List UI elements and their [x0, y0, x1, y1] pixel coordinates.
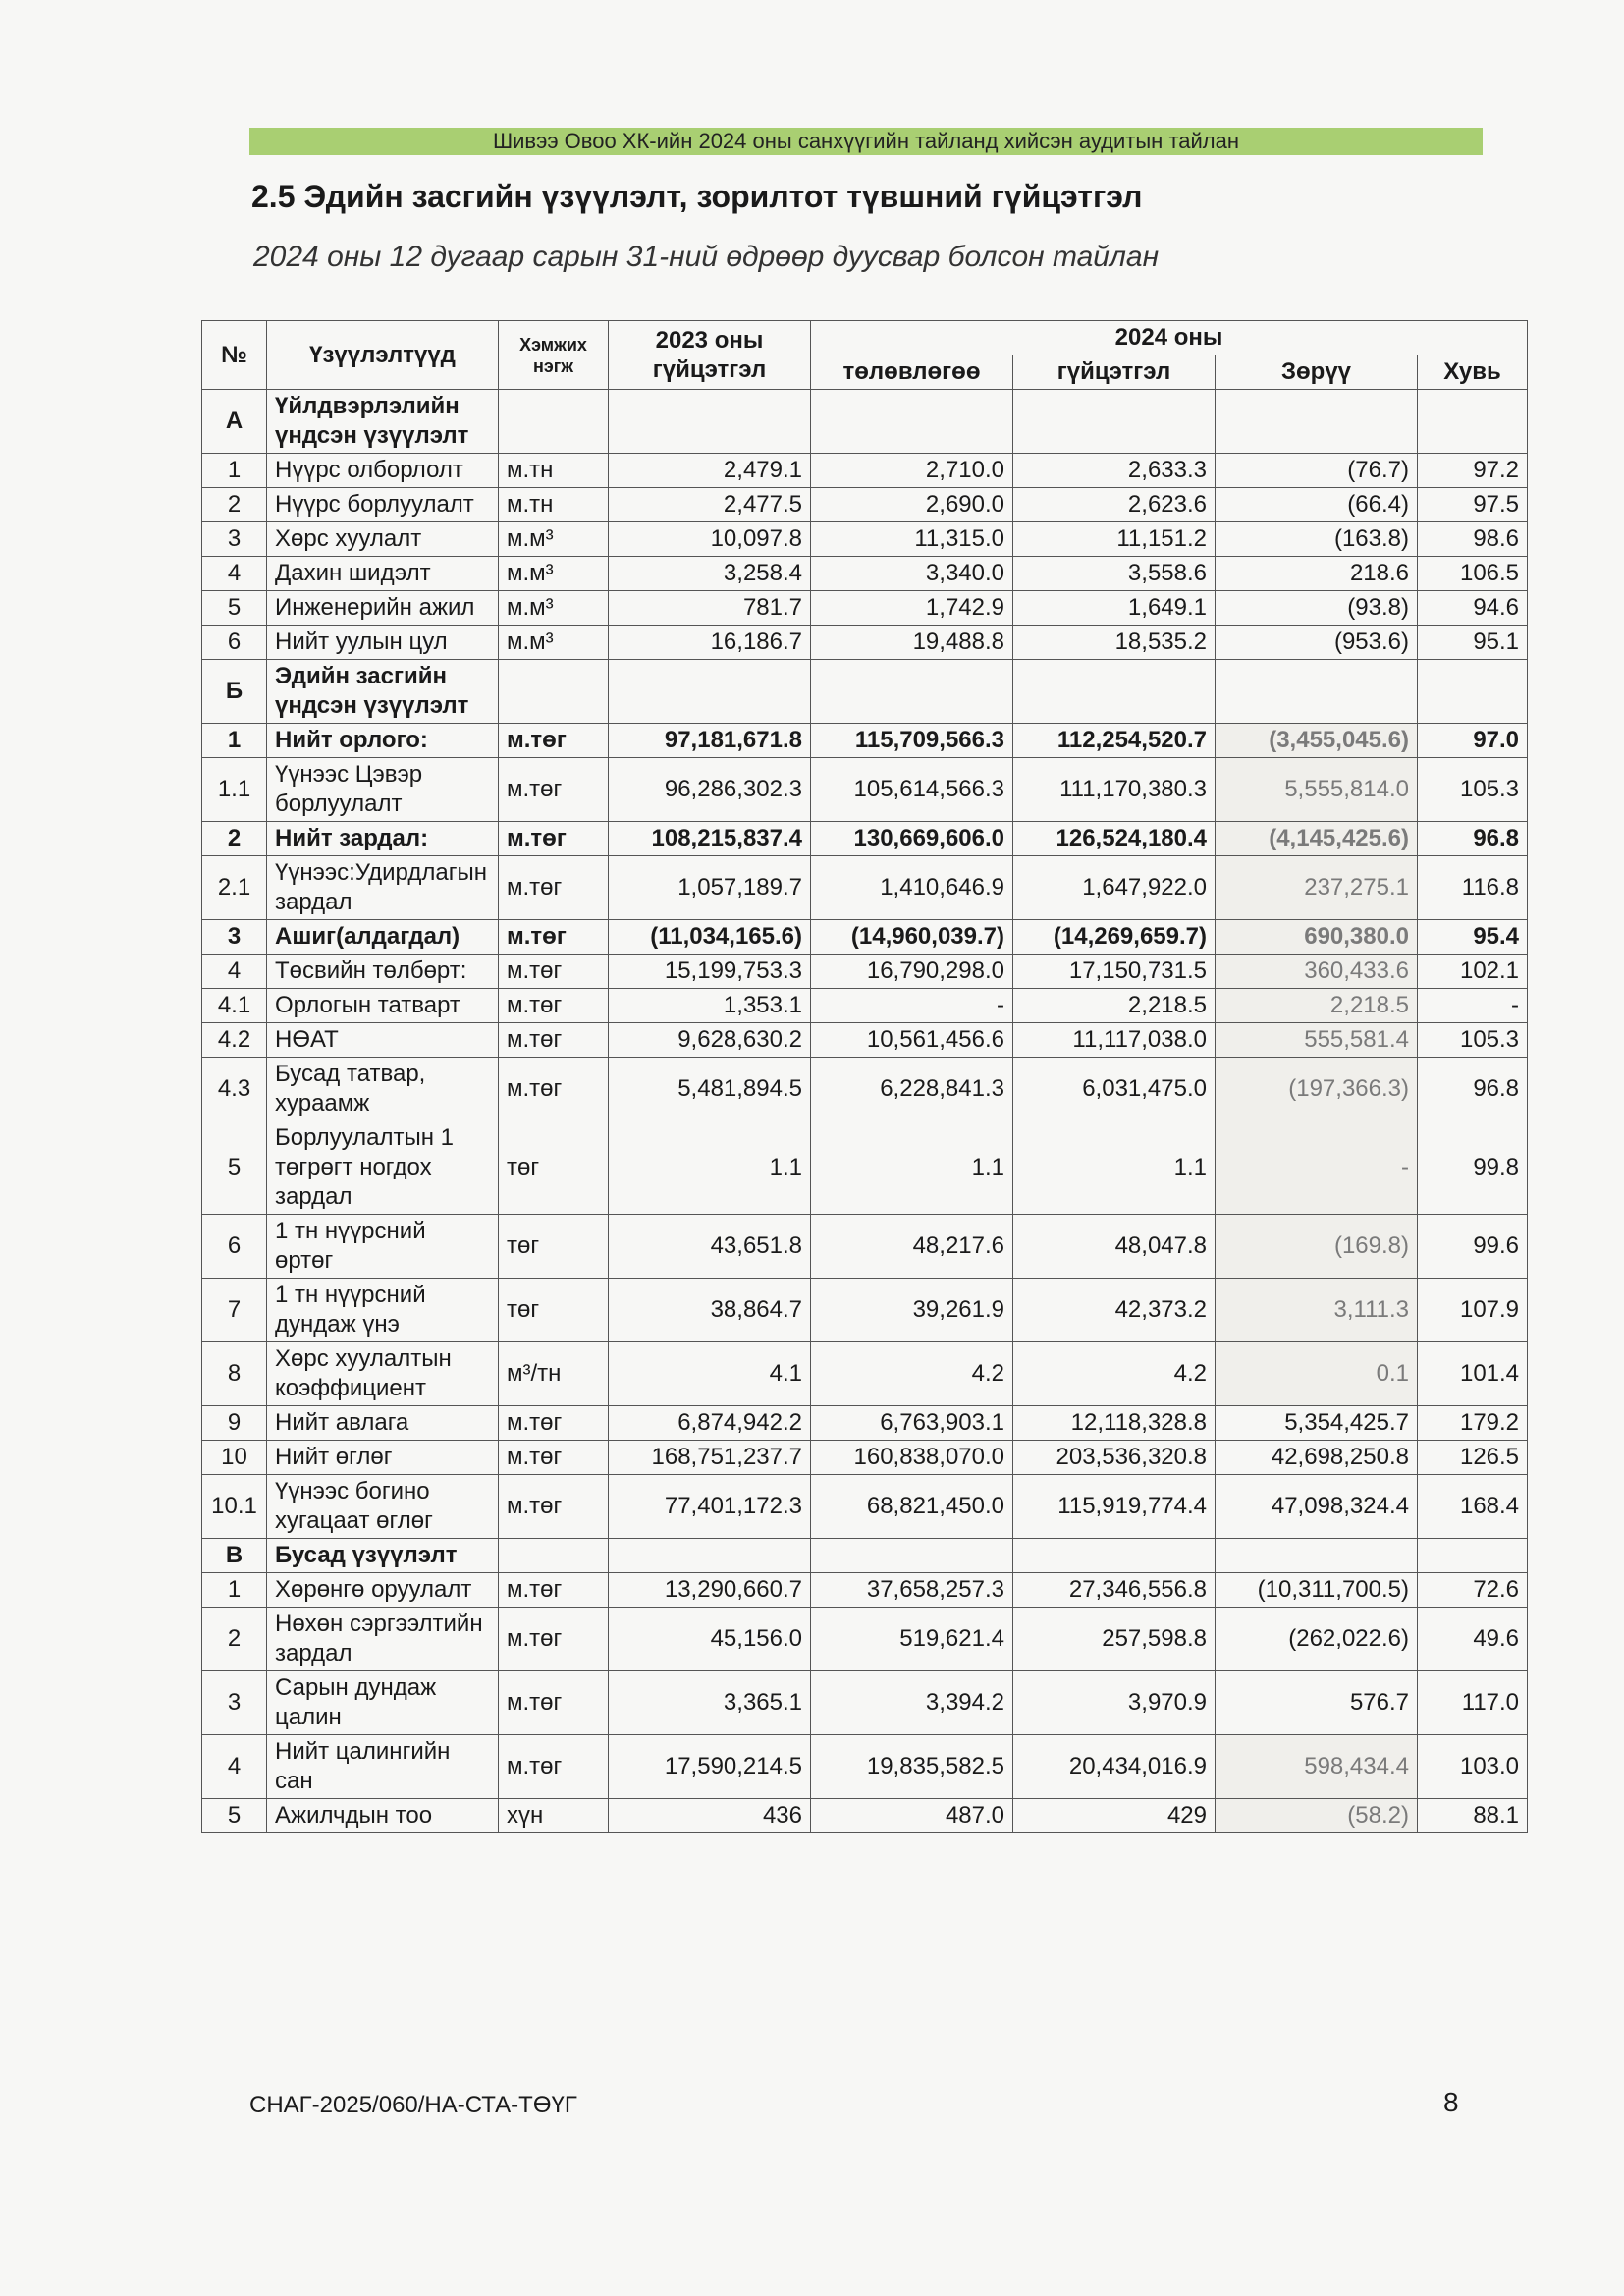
- row-name: Нүүрс борлуулалт: [267, 488, 499, 522]
- row-plan: 19,835,582.5: [811, 1735, 1013, 1799]
- row-pct: 107.9: [1418, 1279, 1528, 1342]
- row-name: Нүүрс олборлолт: [267, 454, 499, 488]
- row-plan: 4.2: [811, 1342, 1013, 1406]
- row-actual: 4.2: [1013, 1342, 1216, 1406]
- row-plan: 3,340.0: [811, 557, 1013, 591]
- row-unit: м.төг: [499, 1671, 609, 1735]
- header-plan: төлөвлөгөө: [811, 355, 1013, 390]
- row-plan: 48,217.6: [811, 1215, 1013, 1279]
- row-pct: 88.1: [1418, 1799, 1528, 1833]
- row-diff: (10,311,700.5): [1216, 1573, 1418, 1608]
- row-pct: 103.0: [1418, 1735, 1528, 1799]
- row-pct: 94.6: [1418, 591, 1528, 626]
- row-name: Хөрс хуулалтын коэффициент: [267, 1342, 499, 1406]
- section-name: Бусад үзүүлэлт: [267, 1539, 499, 1573]
- row-no: 2.1: [202, 856, 267, 920]
- row-no: 3: [202, 1671, 267, 1735]
- row-plan: (14,960,039.7): [811, 920, 1013, 955]
- row-actual: 429: [1013, 1799, 1216, 1833]
- row-name: Хөрөнгө оруулалт: [267, 1573, 499, 1608]
- row-no: 5: [202, 1799, 267, 1833]
- row-actual: 11,117,038.0: [1013, 1023, 1216, 1058]
- table-row: [202, 1441, 1528, 1475]
- row-diff: (197,366.3): [1216, 1058, 1418, 1121]
- section-title: 2.5 Эдийн засгийн үзүүлэлт, зорилтот түвшний гүйцэтгэл: [251, 179, 1143, 214]
- row-no: 7: [202, 1279, 267, 1342]
- row-no: 3: [202, 920, 267, 955]
- row-name: Нийт авлага: [267, 1406, 499, 1441]
- row-unit: м.төг: [499, 1058, 609, 1121]
- row-unit: м.тн: [499, 488, 609, 522]
- row-pct: 97.2: [1418, 454, 1528, 488]
- table-row: [202, 626, 1528, 660]
- row-actual: 2,218.5: [1013, 989, 1216, 1023]
- table-row: [202, 1406, 1528, 1441]
- row-pct: 168.4: [1418, 1475, 1528, 1539]
- row-pct: 116.8: [1418, 856, 1528, 920]
- empty-cell: [811, 660, 1013, 724]
- row-2023: 436: [609, 1799, 811, 1833]
- row-2023: 1.1: [609, 1121, 811, 1215]
- row-2023: 3,258.4: [609, 557, 811, 591]
- row-actual: 112,254,520.7: [1013, 724, 1216, 758]
- row-name: Сарын дундаж цалин: [267, 1671, 499, 1735]
- row-name: Нийт орлого:: [267, 724, 499, 758]
- row-unit: м.төг: [499, 1441, 609, 1475]
- table-row: [202, 454, 1528, 488]
- row-name: Борлуулалтын 1 төгрөгт ногдох зардал: [267, 1121, 499, 1215]
- row-2023: 17,590,214.5: [609, 1735, 811, 1799]
- row-actual: (14,269,659.7): [1013, 920, 1216, 955]
- row-plan: 19,488.8: [811, 626, 1013, 660]
- row-actual: 12,118,328.8: [1013, 1406, 1216, 1441]
- row-unit: м.төг: [499, 758, 609, 822]
- row-no: 5: [202, 1121, 267, 1215]
- row-plan: 1,742.9: [811, 591, 1013, 626]
- row-name: Инженерийн ажил: [267, 591, 499, 626]
- row-name: Үүнээс:Удирдлагын зардал: [267, 856, 499, 920]
- row-plan: 519,621.4: [811, 1608, 1013, 1671]
- table-row: [202, 955, 1528, 989]
- row-2023: 43,651.8: [609, 1215, 811, 1279]
- empty-cell: [1418, 660, 1528, 724]
- row-name: Дахин шидэлт: [267, 557, 499, 591]
- section-subtitle: 2024 оны 12 дугаар сарын 31-ний өдрөөр дуусвар болсон тайлан: [253, 241, 1160, 273]
- row-pct: 95.1: [1418, 626, 1528, 660]
- row-unit: м.төг: [499, 1573, 609, 1608]
- row-name: Орлогын татварт: [267, 989, 499, 1023]
- indicators-table: [201, 320, 1528, 1833]
- row-pct: 96.8: [1418, 822, 1528, 856]
- row-diff: 690,380.0: [1216, 920, 1418, 955]
- empty-cell: [499, 1539, 609, 1573]
- row-diff: (4,145,425.6): [1216, 822, 1418, 856]
- section-letter: А: [202, 390, 267, 454]
- row-2023: 1,353.1: [609, 989, 811, 1023]
- row-plan: 6,228,841.3: [811, 1058, 1013, 1121]
- table-row: [202, 1671, 1528, 1735]
- row-2023: 108,215,837.4: [609, 822, 811, 856]
- row-diff: -: [1216, 1121, 1418, 1215]
- row-plan: 1,410,646.9: [811, 856, 1013, 920]
- row-2023: 168,751,237.7: [609, 1441, 811, 1475]
- table-row: [202, 724, 1528, 758]
- row-no: 4: [202, 557, 267, 591]
- row-plan: 1.1: [811, 1121, 1013, 1215]
- row-name: Бусад татвар, хураамж: [267, 1058, 499, 1121]
- row-diff: 2,218.5: [1216, 989, 1418, 1023]
- section-name: Үйлдвэрлэлийн үндсэн үзүүлэлт: [267, 390, 499, 454]
- row-pct: 179.2: [1418, 1406, 1528, 1441]
- row-unit: м.м³: [499, 591, 609, 626]
- row-pct: 99.8: [1418, 1121, 1528, 1215]
- empty-cell: [811, 1539, 1013, 1573]
- empty-cell: [811, 390, 1013, 454]
- row-name: 1 тн нүүрсний өртөг: [267, 1215, 499, 1279]
- row-no: 10.1: [202, 1475, 267, 1539]
- row-no: 5: [202, 591, 267, 626]
- row-actual: 3,558.6: [1013, 557, 1216, 591]
- row-plan: 16,790,298.0: [811, 955, 1013, 989]
- table-row: [202, 1799, 1528, 1833]
- table-section-row: [202, 390, 1528, 454]
- row-2023: 2,479.1: [609, 454, 811, 488]
- table-row: [202, 758, 1528, 822]
- row-2023: 15,199,753.3: [609, 955, 811, 989]
- row-diff: 360,433.6: [1216, 955, 1418, 989]
- row-diff: 598,434.4: [1216, 1735, 1418, 1799]
- table-row: [202, 1215, 1528, 1279]
- table-row: [202, 1121, 1528, 1215]
- row-diff: 0.1: [1216, 1342, 1418, 1406]
- row-2023: 2,477.5: [609, 488, 811, 522]
- row-no: 4.3: [202, 1058, 267, 1121]
- row-pct: 49.6: [1418, 1608, 1528, 1671]
- row-2023: 13,290,660.7: [609, 1573, 811, 1608]
- row-name: Нийт цалингийн сан: [267, 1735, 499, 1799]
- row-plan: 10,561,456.6: [811, 1023, 1013, 1058]
- row-actual: 2,633.3: [1013, 454, 1216, 488]
- row-actual: 2,623.6: [1013, 488, 1216, 522]
- table-section-row: [202, 1539, 1528, 1573]
- table-row: [202, 1279, 1528, 1342]
- row-actual: 42,373.2: [1013, 1279, 1216, 1342]
- row-name: Төсвийн төлбөрт:: [267, 955, 499, 989]
- row-plan: -: [811, 989, 1013, 1023]
- row-plan: 2,690.0: [811, 488, 1013, 522]
- table-row: [202, 920, 1528, 955]
- row-plan: 11,315.0: [811, 522, 1013, 557]
- row-2023: 45,156.0: [609, 1608, 811, 1671]
- row-2023: 6,874,942.2: [609, 1406, 811, 1441]
- row-diff: 42,698,250.8: [1216, 1441, 1418, 1475]
- row-name: Үүнээс Цэвэр борлуулалт: [267, 758, 499, 822]
- row-pct: 98.6: [1418, 522, 1528, 557]
- row-actual: 111,170,380.3: [1013, 758, 1216, 822]
- empty-cell: [1013, 660, 1216, 724]
- section-letter: Б: [202, 660, 267, 724]
- row-2023: 96,286,302.3: [609, 758, 811, 822]
- row-unit: м.төг: [499, 1475, 609, 1539]
- row-pct: 95.4: [1418, 920, 1528, 955]
- row-pct: 72.6: [1418, 1573, 1528, 1608]
- row-pct: -: [1418, 989, 1528, 1023]
- header-actual: гүйцэтгэл: [1013, 355, 1216, 390]
- row-no: 6: [202, 1215, 267, 1279]
- row-actual: 115,919,774.4: [1013, 1475, 1216, 1539]
- row-2023: 38,864.7: [609, 1279, 811, 1342]
- row-plan: 487.0: [811, 1799, 1013, 1833]
- row-no: 6: [202, 626, 267, 660]
- table-row: [202, 1573, 1528, 1608]
- empty-cell: [1216, 1539, 1418, 1573]
- row-2023: 4.1: [609, 1342, 811, 1406]
- row-name: НӨАТ: [267, 1023, 499, 1058]
- row-no: 2: [202, 822, 267, 856]
- row-name: Хөрс хуулалт: [267, 522, 499, 557]
- page-number: 8: [1443, 2087, 1459, 2117]
- row-name: Үүнээс богино хугацаат өглөг: [267, 1475, 499, 1539]
- row-unit: м³/тн: [499, 1342, 609, 1406]
- row-plan: 37,658,257.3: [811, 1573, 1013, 1608]
- table-body: [202, 390, 1528, 1833]
- row-pct: 101.4: [1418, 1342, 1528, 1406]
- row-no: 1: [202, 724, 267, 758]
- row-name: Нийт уулын цул: [267, 626, 499, 660]
- header-2024: 2024 оны: [811, 321, 1528, 355]
- row-unit: м.төг: [499, 989, 609, 1023]
- section-name: Эдийн засгийн үндсэн үзүүлэлт: [267, 660, 499, 724]
- row-no: 4: [202, 1735, 267, 1799]
- row-actual: 1,647,922.0: [1013, 856, 1216, 920]
- row-unit: м.төг: [499, 1023, 609, 1058]
- row-no: 8: [202, 1342, 267, 1406]
- row-2023: 5,481,894.5: [609, 1058, 811, 1121]
- row-2023: 16,186.7: [609, 626, 811, 660]
- row-2023: 781.7: [609, 591, 811, 626]
- row-diff: 237,275.1: [1216, 856, 1418, 920]
- row-no: 2: [202, 488, 267, 522]
- row-unit: төг: [499, 1121, 609, 1215]
- row-unit: м.төг: [499, 856, 609, 920]
- row-2023: 9,628,630.2: [609, 1023, 811, 1058]
- row-plan: 3,394.2: [811, 1671, 1013, 1735]
- header-2023: 2023 оны гүйцэтгэл: [609, 321, 811, 390]
- row-pct: 102.1: [1418, 955, 1528, 989]
- row-diff: 5,354,425.7: [1216, 1406, 1418, 1441]
- row-2023: 1,057,189.7: [609, 856, 811, 920]
- row-diff: (58.2): [1216, 1799, 1418, 1833]
- table-header-row: [202, 321, 1528, 355]
- row-no: 4: [202, 955, 267, 989]
- table-row: [202, 488, 1528, 522]
- row-2023: 97,181,671.8: [609, 724, 811, 758]
- empty-cell: [1216, 660, 1418, 724]
- table-row: [202, 856, 1528, 920]
- row-unit: м.м³: [499, 522, 609, 557]
- table-row: [202, 557, 1528, 591]
- row-no: 10: [202, 1441, 267, 1475]
- row-unit: төг: [499, 1279, 609, 1342]
- row-name: Нийт зардал:: [267, 822, 499, 856]
- row-no: 9: [202, 1406, 267, 1441]
- row-unit: м.м³: [499, 557, 609, 591]
- header-no: №: [202, 321, 267, 390]
- report-header-band: Шивээ Овоо ХК-ийн 2024 оны санхүүгийн тайланд хийсэн аудитын тайлан: [249, 128, 1483, 155]
- row-no: 1.1: [202, 758, 267, 822]
- row-pct: 105.3: [1418, 1023, 1528, 1058]
- row-pct: 96.8: [1418, 1058, 1528, 1121]
- table-section-row: [202, 660, 1528, 724]
- row-name: Нийт өглөг: [267, 1441, 499, 1475]
- empty-cell: [609, 390, 811, 454]
- row-unit: төг: [499, 1215, 609, 1279]
- row-unit: м.төг: [499, 1406, 609, 1441]
- row-name: Нөхөн сэргээлтийн зардал: [267, 1608, 499, 1671]
- table-row: [202, 822, 1528, 856]
- row-plan: 2,710.0: [811, 454, 1013, 488]
- table-row: [202, 1058, 1528, 1121]
- header-diff: Зөрүү: [1216, 355, 1418, 390]
- row-plan: 105,614,566.3: [811, 758, 1013, 822]
- row-pct: 117.0: [1418, 1671, 1528, 1735]
- row-no: 1: [202, 454, 267, 488]
- table-row: [202, 1608, 1528, 1671]
- row-actual: 20,434,016.9: [1013, 1735, 1216, 1799]
- row-plan: 160,838,070.0: [811, 1441, 1013, 1475]
- row-actual: 126,524,180.4: [1013, 822, 1216, 856]
- row-diff: 5,555,814.0: [1216, 758, 1418, 822]
- row-diff: (953.6): [1216, 626, 1418, 660]
- table-row: [202, 1023, 1528, 1058]
- row-unit: хүн: [499, 1799, 609, 1833]
- row-no: 4.1: [202, 989, 267, 1023]
- table-row: [202, 1735, 1528, 1799]
- row-actual: 1,649.1: [1013, 591, 1216, 626]
- row-unit: м.төг: [499, 1608, 609, 1671]
- row-pct: 126.5: [1418, 1441, 1528, 1475]
- row-actual: 257,598.8: [1013, 1608, 1216, 1671]
- row-name: Ашиг(алдагдал): [267, 920, 499, 955]
- row-plan: 115,709,566.3: [811, 724, 1013, 758]
- empty-cell: [1418, 1539, 1528, 1573]
- row-plan: 130,669,606.0: [811, 822, 1013, 856]
- row-2023: 77,401,172.3: [609, 1475, 811, 1539]
- empty-cell: [1216, 390, 1418, 454]
- row-plan: 68,821,450.0: [811, 1475, 1013, 1539]
- empty-cell: [609, 660, 811, 724]
- row-pct: 106.5: [1418, 557, 1528, 591]
- row-diff: 47,098,324.4: [1216, 1475, 1418, 1539]
- row-2023: (11,034,165.6): [609, 920, 811, 955]
- row-pct: 105.3: [1418, 758, 1528, 822]
- row-diff: (76.7): [1216, 454, 1418, 488]
- row-no: 2: [202, 1608, 267, 1671]
- row-diff: (93.8): [1216, 591, 1418, 626]
- row-diff: (66.4): [1216, 488, 1418, 522]
- table-row: [202, 591, 1528, 626]
- row-actual: 203,536,320.8: [1013, 1441, 1216, 1475]
- row-pct: 99.6: [1418, 1215, 1528, 1279]
- row-no: 3: [202, 522, 267, 557]
- row-unit: м.төг: [499, 1735, 609, 1799]
- empty-cell: [609, 1539, 811, 1573]
- document-code: СНАГ-2025/060/НА-СТА-ТӨҮГ: [249, 2092, 577, 2118]
- row-diff: 3,111.3: [1216, 1279, 1418, 1342]
- row-2023: 3,365.1: [609, 1671, 811, 1735]
- row-actual: 17,150,731.5: [1013, 955, 1216, 989]
- row-name: Ажилчдын тоо: [267, 1799, 499, 1833]
- row-actual: 3,970.9: [1013, 1671, 1216, 1735]
- row-actual: 48,047.8: [1013, 1215, 1216, 1279]
- row-no: 1: [202, 1573, 267, 1608]
- row-actual: 11,151.2: [1013, 522, 1216, 557]
- row-unit: м.м³: [499, 626, 609, 660]
- table-row: [202, 1342, 1528, 1406]
- row-actual: 1.1: [1013, 1121, 1216, 1215]
- header-unit: Хэмжих нэгж: [499, 321, 609, 390]
- row-no: 4.2: [202, 1023, 267, 1058]
- table-row: [202, 1475, 1528, 1539]
- row-plan: 6,763,903.1: [811, 1406, 1013, 1441]
- section-letter: В: [202, 1539, 267, 1573]
- row-unit: м.төг: [499, 920, 609, 955]
- row-pct: 97.0: [1418, 724, 1528, 758]
- row-plan: 39,261.9: [811, 1279, 1013, 1342]
- header-indicator: Үзүүлэлтүүд: [267, 321, 499, 390]
- empty-cell: [1418, 390, 1528, 454]
- empty-cell: [499, 660, 609, 724]
- row-diff: (3,455,045.6): [1216, 724, 1418, 758]
- row-2023: 10,097.8: [609, 522, 811, 557]
- row-unit: м.тн: [499, 454, 609, 488]
- row-pct: 97.5: [1418, 488, 1528, 522]
- empty-cell: [1013, 1539, 1216, 1573]
- row-actual: 6,031,475.0: [1013, 1058, 1216, 1121]
- empty-cell: [499, 390, 609, 454]
- table-row: [202, 989, 1528, 1023]
- row-diff: (163.8): [1216, 522, 1418, 557]
- row-actual: 18,535.2: [1013, 626, 1216, 660]
- row-unit: м.төг: [499, 724, 609, 758]
- row-diff: 576.7: [1216, 1671, 1418, 1735]
- table-row: [202, 522, 1528, 557]
- row-actual: 27,346,556.8: [1013, 1573, 1216, 1608]
- row-diff: (169.8): [1216, 1215, 1418, 1279]
- row-diff: 218.6: [1216, 557, 1418, 591]
- row-unit: м.төг: [499, 955, 609, 989]
- header-pct: Хувь: [1418, 355, 1528, 390]
- row-unit: м.төг: [499, 822, 609, 856]
- row-name: 1 тн нүүрсний дундаж үнэ: [267, 1279, 499, 1342]
- empty-cell: [1013, 390, 1216, 454]
- row-diff: 555,581.4: [1216, 1023, 1418, 1058]
- row-diff: (262,022.6): [1216, 1608, 1418, 1671]
